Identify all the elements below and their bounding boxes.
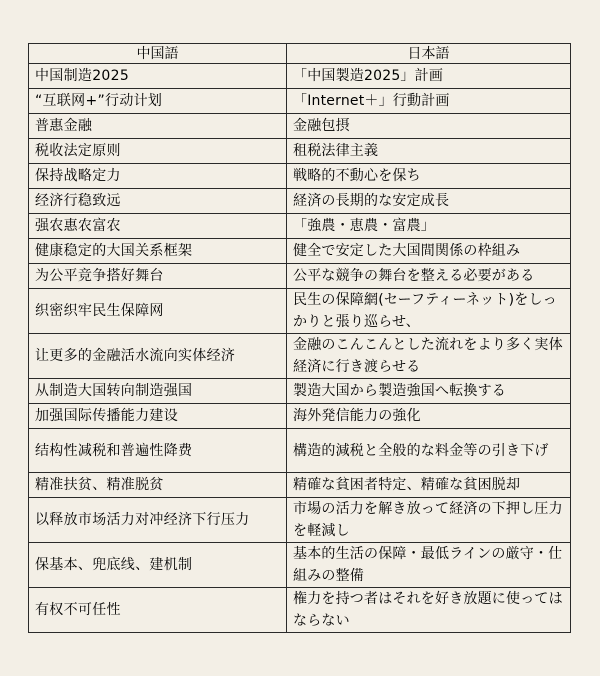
table-row <box>29 289 571 334</box>
cell-chinese: 从制造大国转向制造强国 <box>29 379 287 404</box>
cell-chinese: 经济行稳致远 <box>29 189 287 214</box>
cell-chinese: 税收法定原则 <box>29 139 287 164</box>
table-row <box>29 379 571 404</box>
table-row <box>29 264 571 289</box>
table-body <box>29 64 571 633</box>
cell-japanese: 「中国製造2025」計画 <box>287 64 571 89</box>
table-row <box>29 64 571 89</box>
cell-chinese: “互联网+”行动计划 <box>29 89 287 114</box>
cell-chinese: 健康稳定的大国关系框架 <box>29 239 287 264</box>
cell-japanese: 権力を持つ者はそれを好き放題に使ってはならない <box>287 588 571 633</box>
cell-chinese: 普惠金融 <box>29 114 287 139</box>
cell-japanese: 市場の活力を解き放って経済の下押し圧力を軽減し <box>287 498 571 543</box>
cell-chinese: 保基本、兜底线、建机制 <box>29 543 287 588</box>
table-row <box>29 404 571 429</box>
header-chinese: 中国語 <box>29 44 287 64</box>
cell-japanese: 戦略的不動心を保ち <box>287 164 571 189</box>
table-row <box>29 334 571 379</box>
table-row <box>29 114 571 139</box>
cell-japanese: 公平な競争の舞台を整える必要がある <box>287 264 571 289</box>
cell-japanese: 経済の長期的な安定成長 <box>287 189 571 214</box>
cell-japanese: 金融のこんこんとした流れをより多く実体経済に行き渡らせる <box>287 334 571 379</box>
cell-japanese: 民生の保障網(セーフティーネット)をしっかりと張り巡らせ、 <box>287 289 571 334</box>
cell-japanese: 「強農・恵農・富農」 <box>287 214 571 239</box>
cell-chinese: 让更多的金融活水流向实体经济 <box>29 334 287 379</box>
cell-chinese: 以释放市场活力对冲经济下行压力 <box>29 498 287 543</box>
table-row <box>29 214 571 239</box>
cell-japanese: 健全で安定した大国間関係の枠組み <box>287 239 571 264</box>
cell-chinese: 加强国际传播能力建设 <box>29 404 287 429</box>
table-row <box>29 473 571 498</box>
table-row <box>29 543 571 588</box>
cell-japanese: 精確な貧困者特定、精確な貧困脱却 <box>287 473 571 498</box>
cell-japanese: 構造的減税と全般的な料金等の引き下げ <box>287 429 571 473</box>
cell-chinese: 精准扶贫、精准脱贫 <box>29 473 287 498</box>
table-row <box>29 588 571 633</box>
table-row <box>29 89 571 114</box>
cell-chinese: 强农惠农富农 <box>29 214 287 239</box>
table-row <box>29 139 571 164</box>
cell-japanese: 製造大国から製造強国へ転換する <box>287 379 571 404</box>
cell-chinese: 保持战略定力 <box>29 164 287 189</box>
cell-japanese: 「Internet＋」行動計画 <box>287 89 571 114</box>
cell-chinese: 中国制造2025 <box>29 64 287 89</box>
glossary-table <box>28 43 571 633</box>
table-row <box>29 189 571 214</box>
cell-chinese: 结构性减税和普遍性降费 <box>29 429 287 473</box>
cell-chinese: 有权不可任性 <box>29 588 287 633</box>
table-row <box>29 429 571 473</box>
header-row <box>29 44 571 64</box>
cell-japanese: 基本的生活の保障・最低ラインの厳守・仕組みの整備 <box>287 543 571 588</box>
cell-chinese: 为公平竞争搭好舞台 <box>29 264 287 289</box>
table-row <box>29 498 571 543</box>
cell-japanese: 金融包摂 <box>287 114 571 139</box>
table-row <box>29 239 571 264</box>
header-japanese: 日本語 <box>287 44 571 64</box>
cell-japanese: 租税法律主義 <box>287 139 571 164</box>
cell-japanese: 海外発信能力の強化 <box>287 404 571 429</box>
table-row <box>29 164 571 189</box>
cell-chinese: 织密织牢民生保障网 <box>29 289 287 334</box>
